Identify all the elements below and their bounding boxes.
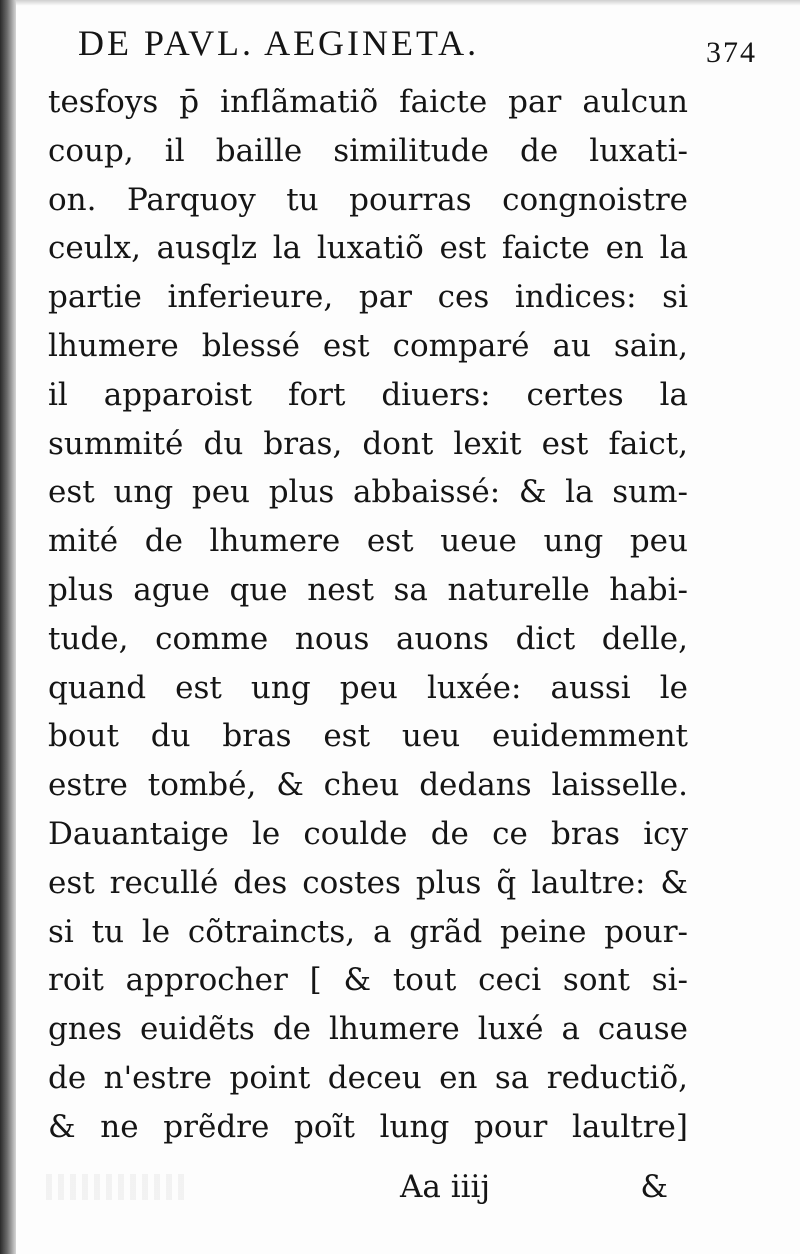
text-line: plus ague que nest sa naturelle habi- [48, 571, 688, 608]
book-page [16, 0, 800, 1254]
text-line: ceulx, ausqlz la luxatiõ est faicte en la [48, 230, 688, 267]
text-line: il apparoist fort diuers: certes la [48, 376, 688, 413]
text-line: lhumere blessé est comparé au sain, [48, 327, 688, 364]
page-number: 374 [706, 36, 757, 69]
scan-top-edge [16, 0, 800, 6]
scan-binding-edge [0, 0, 16, 1254]
running-head: DE PAVL. AEGINETA. [78, 23, 480, 63]
text-line: estre tombé, & cheu dedans laisselle. [48, 767, 688, 804]
text-line: coup, il baille similitude de luxati- [48, 132, 688, 169]
text-line: partie inferieure, par ces indices: si [48, 279, 688, 316]
text-line: de n'estre point deceu en sa reductiõ, [48, 1059, 688, 1096]
text-line: bout du bras est ueu euidemment [48, 718, 688, 755]
text-line: Dauantaige le coulde de ce bras icy [48, 815, 688, 852]
signature-line [48, 1164, 688, 1210]
text-line: si tu le cõtraincts, a grãd peine pour- [48, 913, 688, 950]
text-line: mité de lhumere est ueue ung peu [48, 523, 688, 560]
text-line: tesfoys p̄ inflãmatiõ faicte par aulcun [48, 84, 688, 120]
text-line: on. Parquoy tu pourras congnoistre [48, 181, 688, 218]
catchword: & [640, 1169, 668, 1205]
text-line: est ung peu plus abbaissé: & la sum- [48, 474, 688, 511]
text-line: quand est ung peu luxée: aussi le [48, 669, 688, 706]
text-line: tude, comme nous auons dict delle, [48, 620, 688, 657]
body-text [48, 78, 688, 1152]
text-line: & ne prẽdre poĩt lung pour laultre] [48, 1108, 688, 1145]
text-line: roit approcher [ & tout ceci sont si- [48, 962, 688, 999]
signature-mark: Aa iiij [400, 1169, 491, 1205]
text-line: gnes euidẽts de lhumere luxé a cause [48, 1011, 688, 1048]
text-line: summité du bras, dont lexit est faict, [48, 425, 688, 462]
text-line: est recullé des costes plus q̃ laultre: & [48, 864, 688, 901]
